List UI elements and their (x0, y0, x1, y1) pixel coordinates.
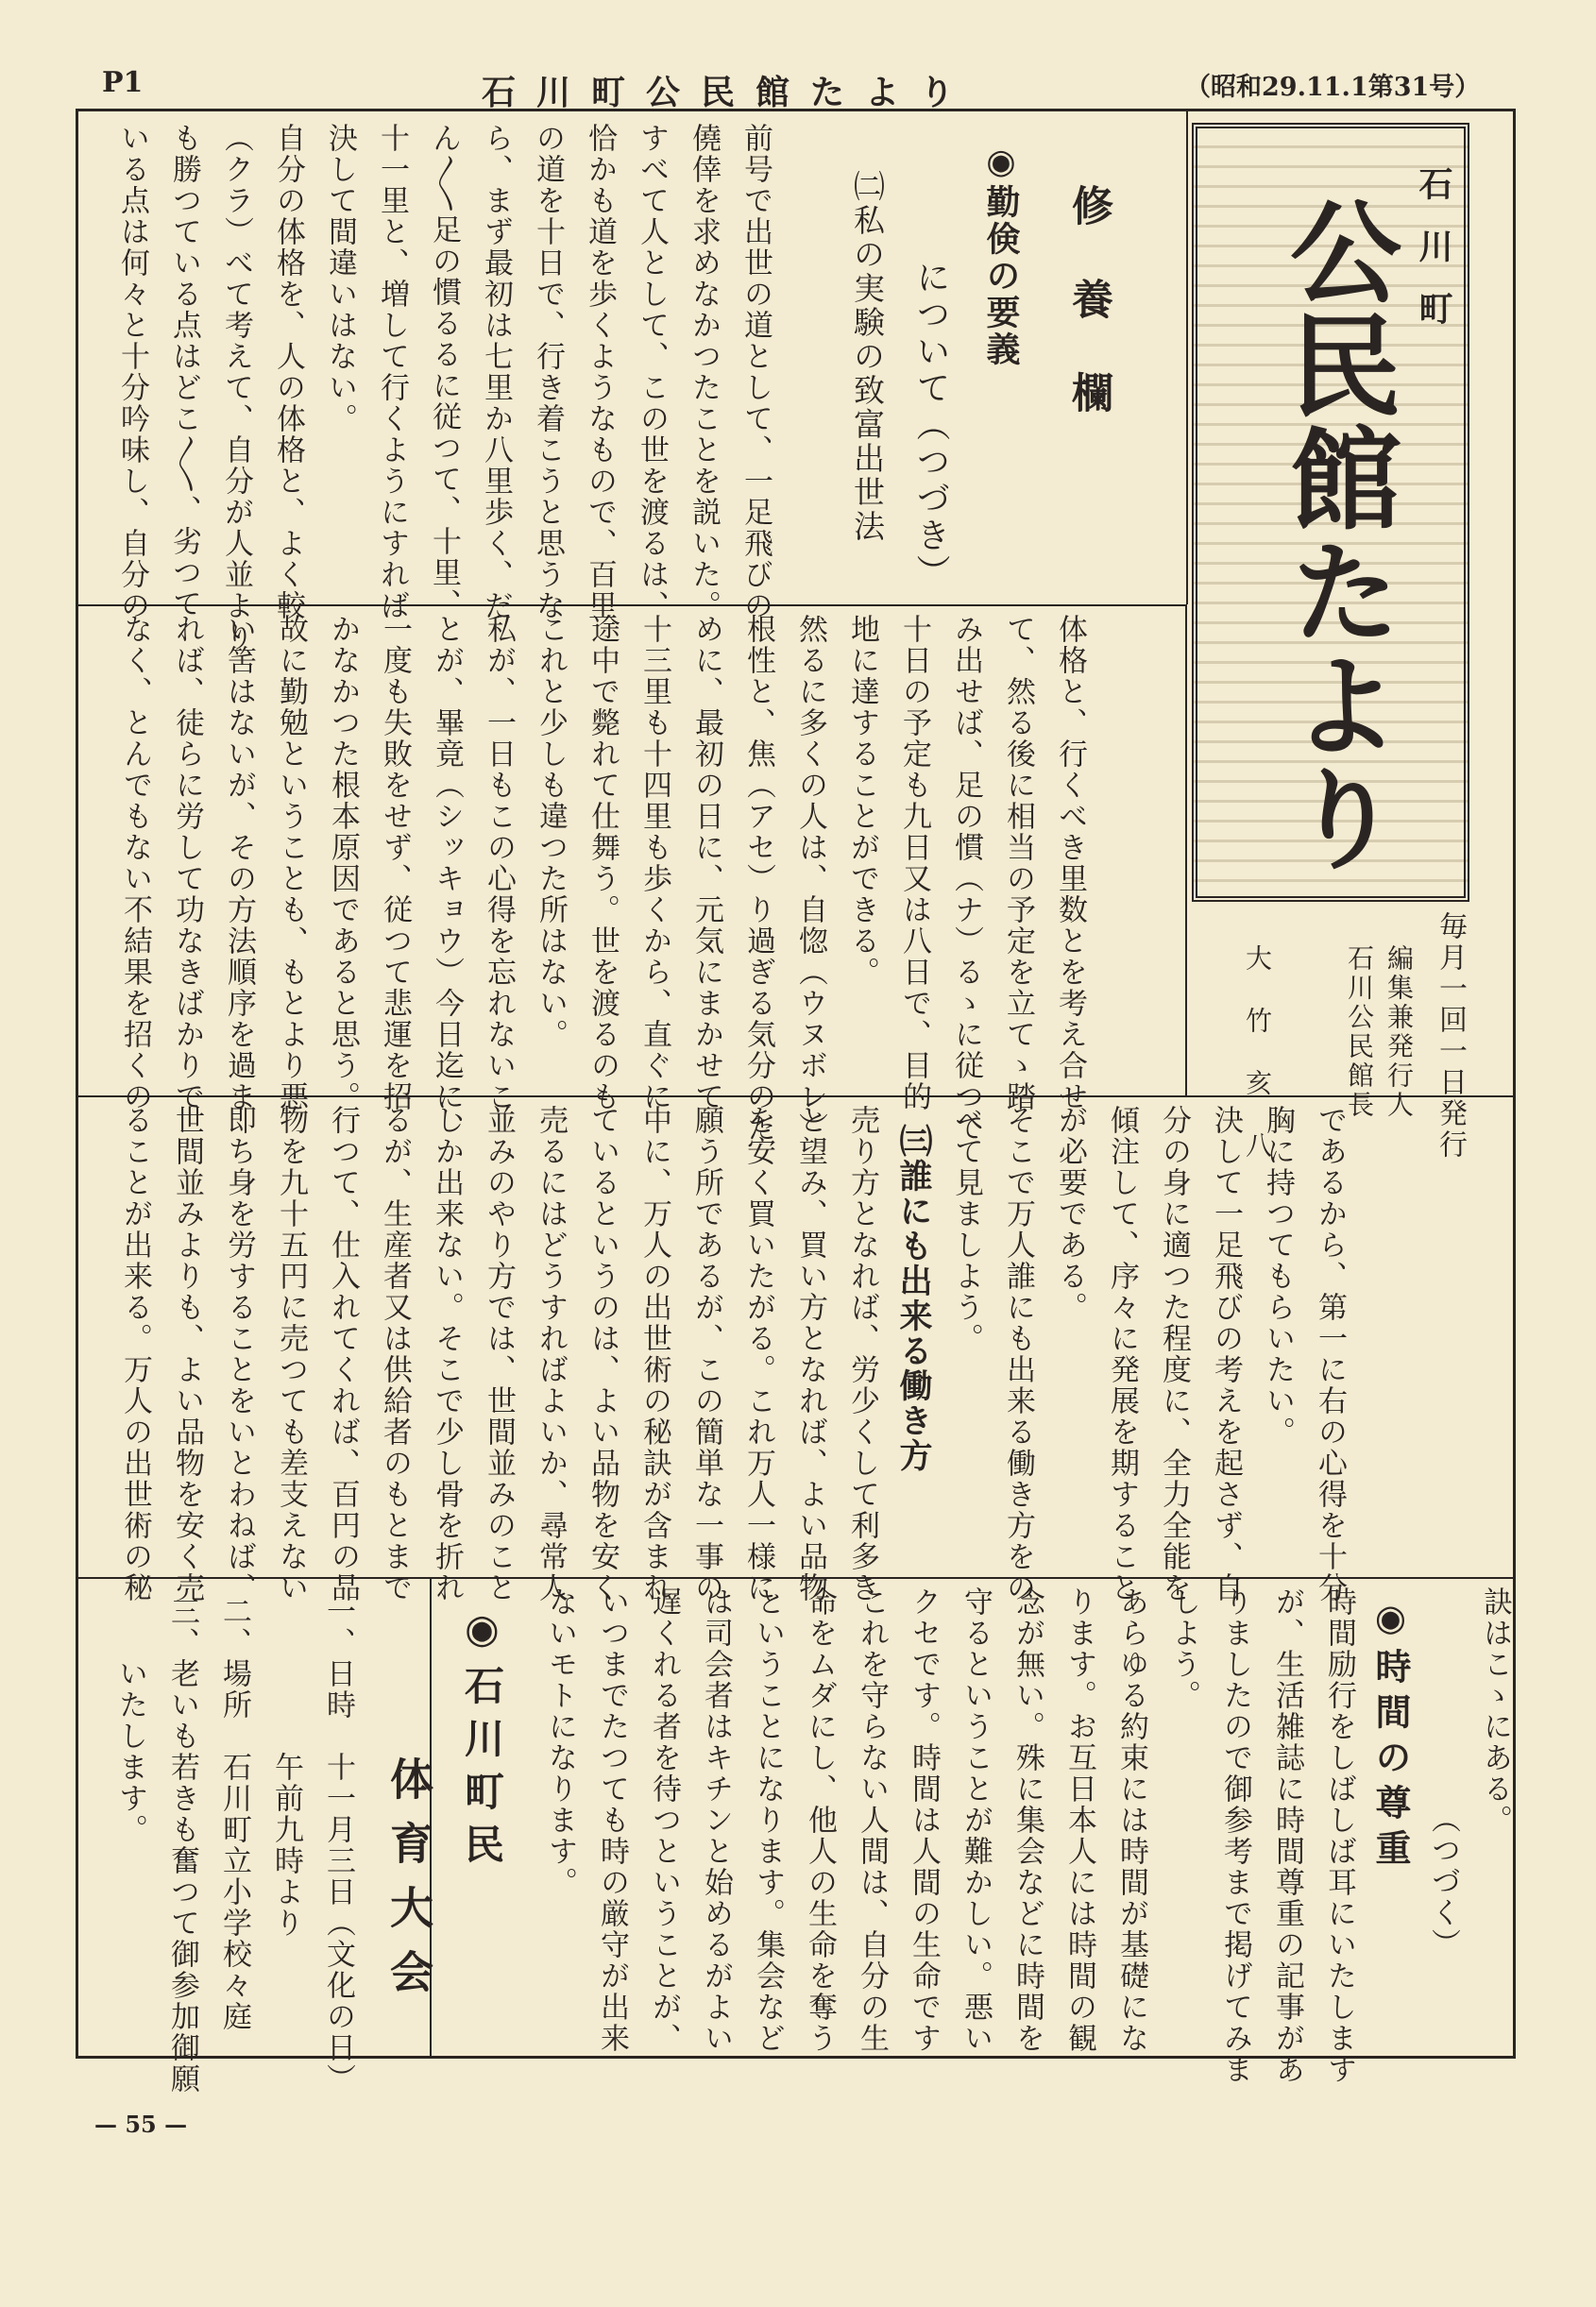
sports-item: いたします。 (113, 1596, 147, 1845)
text-line: これを守らない人間は、自分の生 (855, 1586, 889, 2054)
text-line: ることが出来る。万人の出世術の秘 (118, 1105, 152, 1603)
text-line: 遅くれる者を待つということが、 (647, 1586, 681, 2054)
text-line: も勝つている点はどこ〳〵、劣つて (167, 123, 201, 619)
sports-item: 二、場所 石川町立小学校々庭 (217, 1596, 251, 2032)
sports-item: 一、日時 十一月三日（文化の日） (321, 1596, 355, 2095)
text-line: の道を十日で、行き着こうと思うな (531, 123, 565, 621)
text-line: 地に達することができる。 (845, 614, 879, 988)
text-line: 恰かも道を歩くようなもので、百里 (583, 123, 617, 621)
text-line: すべて人として、この世を渡るは、 (635, 123, 669, 621)
text-line: 時間励行をしばしば耳にいたします (1322, 1586, 1356, 2085)
middle-text-block (109, 614, 1095, 1144)
sports-item: 三、老いも若きも奮つて御参加御願 (165, 1596, 199, 2095)
text-line: が必要である。 (1053, 1105, 1087, 1323)
lower-text-block (109, 1105, 1355, 1603)
text-line: 体格と、行くべき里数とを考え合せ (1053, 614, 1087, 1112)
text-line: べて見ましよう。 (949, 1105, 983, 1354)
page-number: — 55 — (94, 2111, 188, 2138)
masthead-town: 石川町 (1414, 166, 1453, 353)
text-line: あらゆる約束には時間が基礎にな (1114, 1586, 1148, 2054)
text-line: 命をムダにし、他人の生命を奪う (803, 1586, 837, 2054)
text-line: とが、畢竟（シッキョウ）今日迄に、 (430, 614, 464, 1144)
sports-heading-b: 体育大会 (383, 1756, 434, 2013)
publish-frequency: 毎月一回一日発行 (1434, 911, 1467, 1161)
text-line: 僥倖を求めなかつたことを説いた。 (687, 123, 721, 621)
editor-label: 編集兼発行人 (1384, 944, 1415, 1120)
text-line: 分の身に適つた程度に、全力全能を (1157, 1105, 1191, 1603)
time-section (534, 1586, 1520, 2085)
text-line: 胸に持つてもらいたい。 (1261, 1105, 1295, 1448)
text-line: 前号で出世の道として、一足飛びの (739, 123, 773, 621)
text-line: 十日の予定も九日又は八日で、目的 (897, 614, 931, 1112)
text-line: 並みのやり方では、世間並みのこと (482, 1105, 516, 1603)
article-title: ◉勤倹の要義 (981, 142, 1021, 368)
text-line: 自分の体格を、人の体格と、よく較 (271, 123, 305, 621)
text-line: いる点は何々と十分吟味し、自分の (115, 123, 149, 621)
text-line: 中に、万人の出世術の秘訣が含まれ (637, 1105, 671, 1603)
text-line: 行つて、仕入れてくれば、百円の品 (326, 1105, 360, 1603)
article-title-cont: について（つづき） (911, 260, 950, 591)
text-line: 十三里も十四里も歩くから、直ぐに (637, 614, 671, 1112)
text-line: そこで万人誰にも出来る働き方をの (1001, 1105, 1035, 1603)
text-line: （クラ）べて考えて、自分が人並より (219, 123, 253, 653)
text-line: であるから、第一に右の心得を十分 (1313, 1105, 1347, 1603)
text-line: ているというのは、よい品物を安く (586, 1105, 620, 1603)
text-line: を安く買いたがる。これ万人一様に (741, 1105, 775, 1603)
editor-role: 石川公民館長 (1344, 944, 1375, 1120)
text-line: て、然る後に相当の予定を立てゝ踏 (1001, 614, 1035, 1112)
text-line: 根性と、焦（アセ）り過ぎる気分のた (741, 614, 775, 1144)
text-line: 即ち身を労することをいとわねば、 (222, 1105, 256, 1603)
masthead-title: 公民館たより (1271, 195, 1402, 874)
rule-masthead-side (1185, 604, 1187, 1095)
text-line: 途中で斃れて仕舞う。世を渡るのも (586, 614, 620, 1112)
sports-items (104, 1596, 364, 2095)
continued-note: （つづく） (1426, 1804, 1460, 1959)
text-line: 念が無い。殊に集会などに時間を (1010, 1586, 1044, 2054)
text-line: るが、生産者又は供給者のもとまで (378, 1105, 412, 1603)
text-line: れば、徒らに労して功なきばかりで (170, 614, 204, 1112)
issue-info: （昭和29.11.1第31号） (1185, 73, 1481, 102)
text-line: 守るということが難かしい。悪い (959, 1586, 993, 2054)
section2-heading: ㈡私の実験の致富出世法 (849, 170, 886, 544)
text-line: ります。お互日本人には時間の観 (1062, 1586, 1096, 2054)
text-line: めに、最初の日に、元気にまかせて (689, 614, 723, 1112)
rule-masthead-left (1186, 109, 1188, 604)
text-line: なく、とんでもない不結果を招くの (118, 614, 152, 1112)
text-line: み出せば、足の慣（ナ）るゝに従つて (949, 614, 983, 1144)
text-line: と望み、買い方となれば、よい品物 (793, 1105, 827, 1603)
text-line: ないモトになります。 (543, 1586, 577, 1898)
text-line: りましたので御参考まで掲げてみま (1218, 1586, 1252, 2085)
text-line: これと少しも違つた所はない。 (534, 614, 568, 1050)
editor-name: 大竹亥八 (1242, 944, 1273, 1194)
text-line: かなかつた根本原因であると思う。 (326, 614, 360, 1112)
text-line: 十一里と、増して行くようにすれば (375, 123, 409, 621)
text-line: ら、まず最初は七里か八里歩く、だ (479, 123, 513, 621)
text-line: 一度も失敗をせず、従つて悲運を招 (378, 614, 412, 1112)
upper-text-block (106, 123, 781, 653)
text-line: 訣はこゝにある。 (1478, 1586, 1512, 1836)
text-line: 決して一足飛びの考えを起さず、自 (1209, 1105, 1243, 1603)
text-line: い筈はないが、その方法順序を過ま (222, 614, 256, 1112)
text-line: 決して間違いはない。 (323, 123, 357, 434)
text-line: ということになります。集会など (751, 1586, 785, 2054)
text-line: 故に勤勉ということも、もとより悪 (274, 614, 308, 1112)
text-line: しか出来ない。そこで少し骨を折れ (430, 1105, 464, 1603)
text-line: 私が、一日もこの心得を忘れないこ (482, 614, 516, 1112)
paper-name: 石川町公民館たより (482, 73, 976, 112)
text-line: いつまでたつても時の厳守が出来 (595, 1586, 629, 2054)
text-line: 願う所であるが、この簡単な一事の (689, 1105, 723, 1603)
sports-item: 午前九時より (269, 1596, 303, 1939)
text-line: クセです。時間は人間の生命です (907, 1586, 941, 2054)
text-line: 然るに多くの人は、自惚（ウヌボレ） (793, 614, 827, 1144)
section3-heading: ㈢誰にも出来る働き方 (894, 1124, 933, 1473)
text-line: しよう。 (1166, 1586, 1200, 1711)
text-line: が、生活雑誌に時間尊重の記事があ (1270, 1586, 1304, 2085)
column-heading: 修養欄 (1064, 184, 1112, 465)
text-line: ん〳〵足の慣るるに従つて、十里、 (427, 123, 461, 619)
masthead-box (1192, 123, 1469, 902)
text-line: 売るにはどうすればよいか、尋常人 (534, 1105, 568, 1603)
text-line: 世間並みよりも、よい品物を安く売 (170, 1105, 204, 1603)
page-label: P1 (102, 66, 144, 99)
text-line: 傾注して、序々に発展を期すること (1105, 1105, 1139, 1603)
text-line: 物を九十五円に売つても差支えない (274, 1105, 308, 1603)
text-line: は司会者はキチンと始めるがよい (699, 1586, 733, 2054)
sports-heading-a: ◉石川町民 (459, 1605, 505, 1876)
text-line: 売り方となれば、労少くして利多き (845, 1105, 879, 1603)
time-heading: ◉時間の尊重 (1369, 1596, 1412, 1874)
